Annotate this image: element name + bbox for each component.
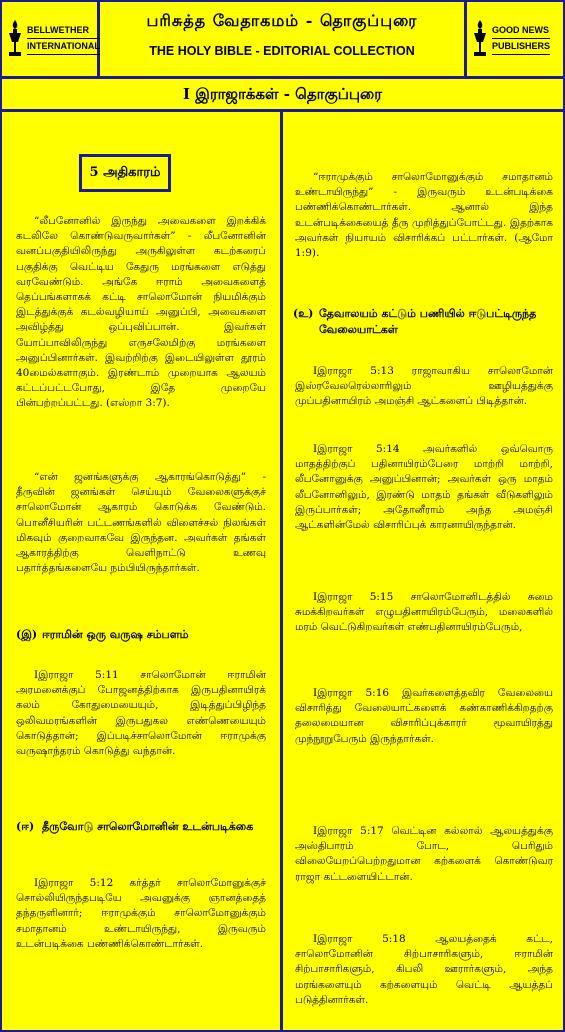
right-column xyxy=(283,112,563,1030)
page-subtitle: I இராஜாக்கள் - தொகுப்புரை xyxy=(183,85,382,103)
bellwether-logo xyxy=(2,2,100,76)
section-heading: (இ) ஈராமின் ஒரு வருஷ சம்பளம் xyxy=(16,628,189,641)
title-tamil: பரிசுத்த வேதாகமம் - தொகுப்புரை xyxy=(146,11,418,30)
logo-line-1: BELLWETHER xyxy=(27,23,100,39)
verse: Iஇராஜா 5:18 ஆலயத்தைக் கட்ட, சாலொமோனின் சிற்பாசாரிகளும், ஈராமின் சிற்பாசாரிகளும், கிபலி ஊரார்களும், அந்த மரங்களையும் கற்களையும் வெட்டி ஆயத்தப் படுத்தினார்கள். xyxy=(295,933,553,1006)
verse: Iஇராஜா 5:13 ராஜாவாகிய சாலொமோன் இஸ்ரவேலரெல்லாரிலும் ஊழியத்துக்கு முப்பதினாயிரம் அமஞ்சி ஆட்களைப் பிடித்தான். xyxy=(295,365,553,408)
subtitle-bar xyxy=(2,79,563,109)
logo-line-2: INTERNATIONAL xyxy=(27,39,100,55)
lamp-icon xyxy=(471,18,489,60)
logo-line-1: GOOD NEWS xyxy=(492,23,550,39)
verse: Iஇராஜா 5:16 இவர்களைத்தவிர வேலையை விசாரித்து வேலையாட்களைக் கண்காணிக்கிறதற்கு தலைமையான விசாரிப்புக்காரர் மூவாயிரத்து முந்நூறுபேரும் இருந்தார்கள். xyxy=(295,687,553,745)
lamp-icon xyxy=(6,18,24,60)
header-title-box xyxy=(100,2,464,76)
section-heading: (ஈ) தீருவோடு சாலொமோனின் உடன்படிக்கை xyxy=(16,820,254,833)
paragraph: “என் ஜனங்களுக்கு ஆகாரங்கொடுத்து” - தீருவின் ஜனங்கள் செய்யும் வேலைகளுக்குச் சாலொமோன் ஆகாரம் கொடுக்க வேண்டும். பொனீசியரின் பட்டணங்களில் விளைச்சல் நிலங்கள் மிகவும் குறைவாகவே இருந்தன. அவர்கள் தங்கள் ஆகாரத்திற்கு வெளிநாட்டு உணவு பதார்த்தங்களையே நம்பியிருந்தார்கள். xyxy=(16,471,266,575)
verse: Iஇராஜா 5:15 சாலொமோனிடத்தில் சுமை சுமக்கிறவர்கள் எழுபதினாயிரம்பேரும், மலைகளில் மரம் வெட்டுகிறவர்கள் எண்பதினாயிரம்பேரும், xyxy=(295,591,553,634)
chapter-badge: 5 அதிகாரம் xyxy=(79,154,171,192)
title-english: THE HOLY BIBLE - EDITORIAL COLLECTION xyxy=(149,44,415,58)
logo-line-2: PUBLISHERS xyxy=(492,39,550,55)
verse: Iஇராஜா 5:14 அவர்களில் ஒவ்வொரு மாதத்திற்குப் பதினாயிரம்பேரை மாற்றி மாற்றி, லீபனோனுக்கு அனுப்பினான்; அவர்கள் ஒரு மாதம் லீபனோனிலும், இரண்டு மாதம் தங்கள் வீடுகளிலும் இருப்பார்கள்; அதோனீராம் அந்த அமஞ்சி ஆட்களின்மேல் விசாரிப்புக் காரனாயிருந்தான். xyxy=(295,443,553,532)
good-news-logo xyxy=(467,2,563,76)
verse: Iஇராஜா 5:12 கர்த்தர் சாலொமோனுக்குச் சொல்லியிருந்தபடியே அவனுக்கு ஞானத்தைத் தந்தருளினார்; ஈராமுக்கும் சாலொமோனுக்கும் சமாதானம் உண்டாயிருந்து, இருவரும் உடன்படிக்கை பண்ணிக்கொண்டார்கள். xyxy=(16,877,266,950)
left-column xyxy=(2,112,280,1030)
section-heading: (உ) தேவாலயம் கட்டும் பணியில் ஈடுபட்டிருந்த வேலையாட்கள் xyxy=(293,307,537,336)
verse: Iஇராஜா 5:11 சாலொமோன் ஈராமின் அரமனைக்குப் போஜனத்திற்காக இருபதினாயிரக் கலம் கோதுமையையும், இடித்துப்பிழிந்த ஒலிவமரங்களின் இருபதுகல எண்ணெயையும் கொடுத்தான்; இப்படிச்சாலொமோன் ஈராமுக்கு வருஷாந்தரம் கொடுத்து வந்தான். xyxy=(16,669,266,758)
paragraph: “லீபனோனில் இருந்து அவைகளை இறக்கிக் கடலிலே கொண்டுவருவார்கள்” - லீபனோனின் வனப்பகுதியிலிருந்து அருகிலுள்ள கடற்கரைப் பகுதிக்கு வெட்டிய கேதுரு மரங்களை எடுத்து வரவேண்டும். அங்கே ஈராம் அவைகளைத் தெப்பங்களாகக் கட்டி சாலொமோன் நியமிக்கும் இடத்துக்குக் கடல்வழியாய் அனுப்பி, அவைகளை அவிழ்த்து ஒப்புவிப்பான். இவர்கள் யோப்பாவிலிருந்து எருசலேமிற்கு மரங்களை அனுப்பினார்கள். இவற்றிற்கு இடையிலுள்ள தூரம் 40மைல்களாகும். இரண்டாம் முறையாக ஆலயம் கட்டப்பட்டபோது, இதே முறையே பின்பற்றப்பட்டது. (எஸ்றா 3:7). xyxy=(16,215,266,410)
paragraph: “ஈராமுக்கும் சாலொமோனுக்கும் சமாதானம் உண்டாயிருந்து” - இருவரும் உடன்படிக்கை பண்ணிக்கொண்டார்கள். ஆனால் இந்த உடன்படிக்கையைத் தீரு முறித்துப்போட்டது. இதற்காக அவர்கள் நியாயம் விசாரிக்கப் பட்டார்கள். (ஆமோ 1:9). xyxy=(295,171,553,260)
verse: Iஇராஜா 5:17 வெட்டின கல்லால் ஆலயத்துக்கு அஸ்திபாரம் போட, பெரிதும் விலையேறப்பெற்றதுமான கற்களைக் கொண்டுவர ராஜா கட்டளையிட்டான். xyxy=(295,825,553,883)
